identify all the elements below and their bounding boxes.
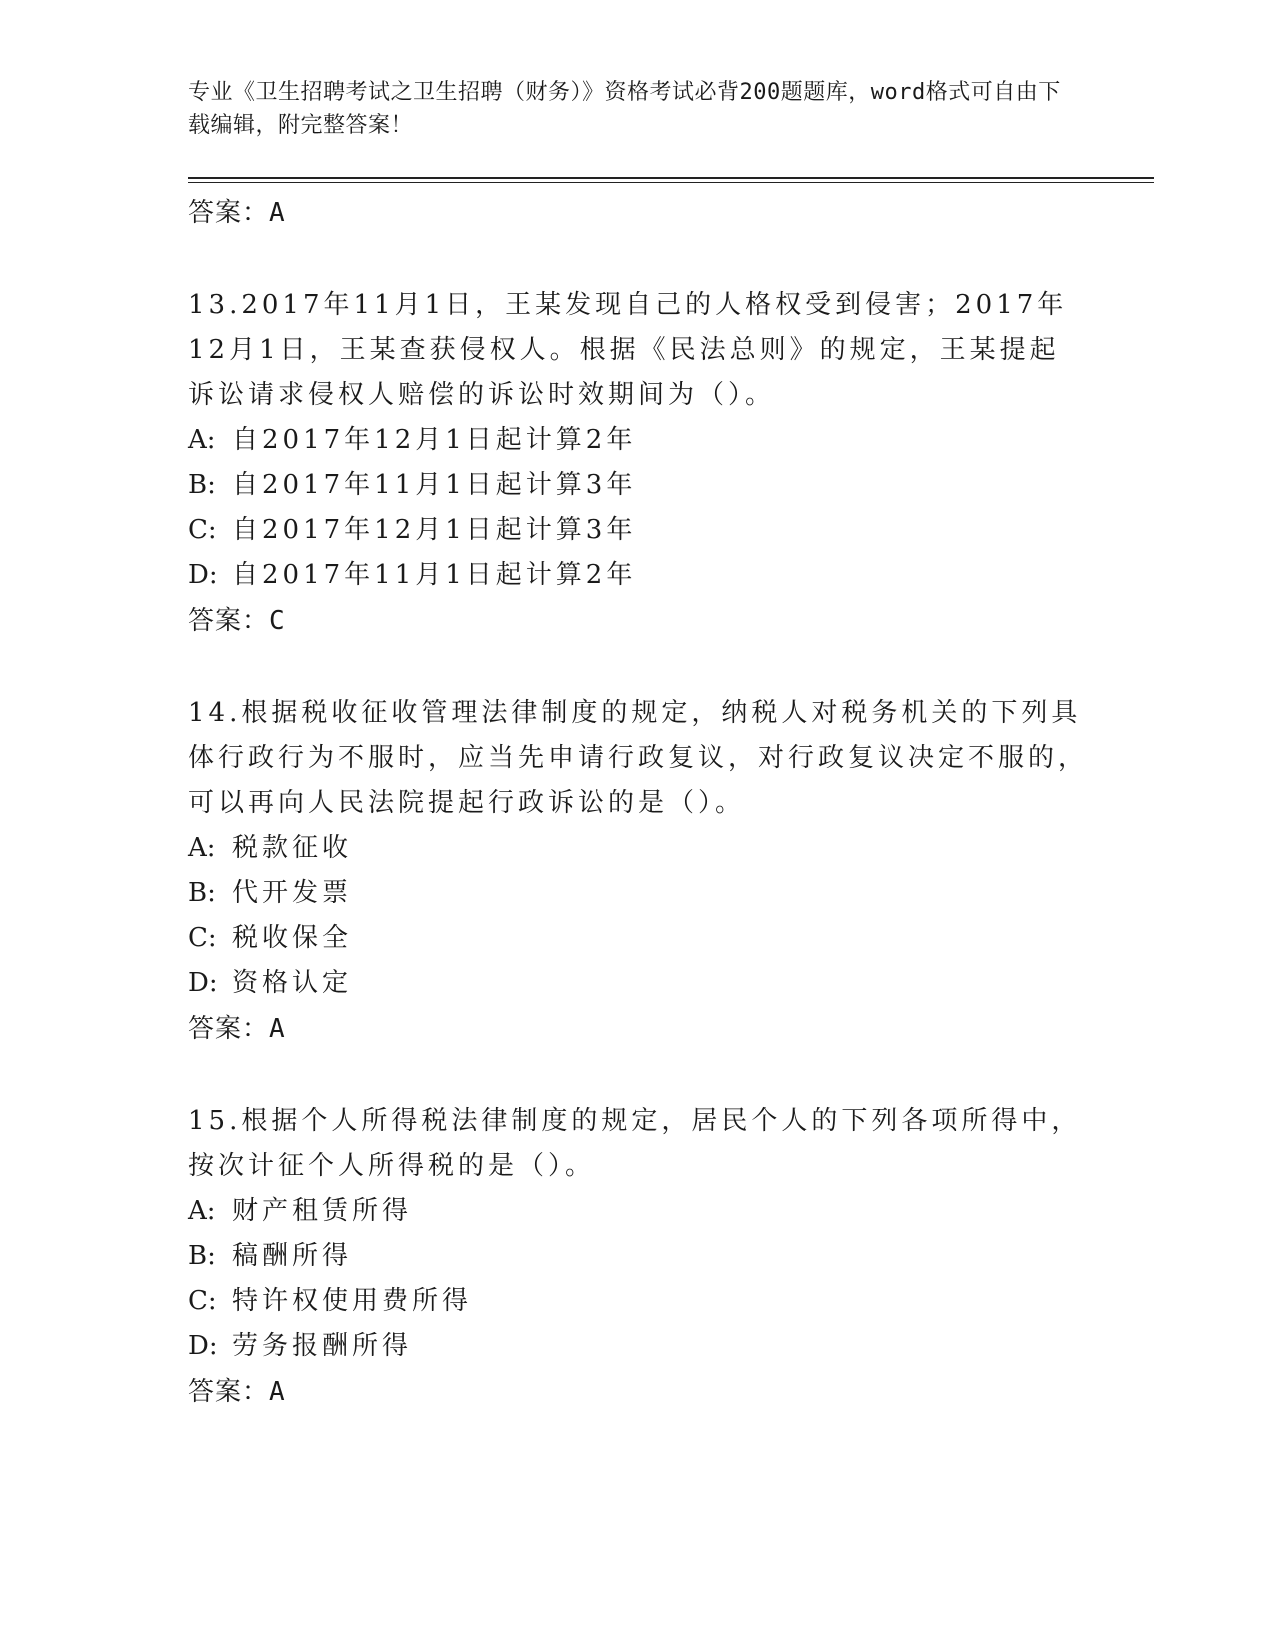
option-key: D:	[188, 1331, 218, 1361]
spacer	[188, 1052, 1088, 1099]
answer-label: 答案：A	[188, 198, 286, 228]
question-text: 14.根据税收征收管理法律制度的规定，纳税人对税务机关的下列具体行政行为不服时，应当先申请行政复议，对行政复议决定不服的，可以再向人民法院提起行政诉讼的是（）。	[188, 698, 1089, 818]
option-a	[188, 1189, 1088, 1234]
option-text: 自2017年11月1日起计算2年	[232, 560, 637, 590]
answer-label: 答案：A	[188, 1377, 286, 1407]
option-a	[188, 418, 1088, 463]
answer-label: 答案：A	[188, 1014, 286, 1044]
header-divider-thin	[188, 182, 1154, 183]
option-b	[188, 463, 1088, 508]
question-text: 15.根据个人所得税法律制度的规定，居民个人的下列各项所得中，按次计征个人所得税的是（）。	[188, 1106, 1082, 1181]
option-text: 自2017年12月1日起计算3年	[232, 515, 637, 545]
option-key: D:	[188, 560, 218, 590]
option-d	[188, 1324, 1088, 1369]
option-text: 稿酬所得	[232, 1241, 353, 1271]
option-b	[188, 871, 1088, 916]
option-key: D:	[188, 968, 218, 998]
option-c	[188, 916, 1088, 961]
option-key: A:	[188, 833, 216, 863]
option-text: 代开发票	[232, 878, 353, 908]
option-d	[188, 553, 1088, 598]
option-text: 资格认定	[232, 968, 353, 998]
option-text: 自2017年11月1日起计算3年	[232, 470, 637, 500]
spacer	[188, 644, 1088, 691]
option-text: 财产租赁所得	[232, 1196, 413, 1226]
option-c	[188, 508, 1088, 553]
header-divider-thick	[188, 177, 1154, 179]
option-text: 税款征收	[232, 833, 353, 863]
spacer	[188, 236, 1088, 283]
question-block	[188, 283, 1088, 644]
option-key: A:	[188, 425, 216, 455]
option-key: C:	[188, 1286, 217, 1316]
option-text: 税收保全	[232, 923, 353, 953]
question-block	[188, 691, 1088, 1052]
option-key: C:	[188, 923, 217, 953]
page-header: 专业《卫生招聘考试之卫生招聘（财务）》资格考试必背200题题库，word格式可自由下载编辑，附完整答案！	[188, 80, 1061, 138]
option-key: B:	[188, 878, 216, 908]
option-key: C:	[188, 515, 217, 545]
option-d	[188, 961, 1088, 1006]
option-key: B:	[188, 470, 216, 500]
answer-label: 答案：C	[188, 606, 286, 636]
question-block	[188, 1099, 1088, 1415]
option-key: A:	[188, 1196, 216, 1226]
option-text: 劳务报酬所得	[232, 1331, 413, 1361]
option-c	[188, 1279, 1088, 1324]
document-body	[188, 190, 1088, 1415]
option-key: B:	[188, 1241, 216, 1271]
option-b	[188, 1234, 1088, 1279]
question-text: 13.2017年11月1日，王某发现自己的人格权受到侵害；2017年12月1日，王某查获侵权人。根据《民法总则》的规定，王某提起诉讼请求侵权人赔偿的诉讼时效期间为（）。	[188, 290, 1068, 410]
option-text: 自2017年12月1日起计算2年	[232, 425, 637, 455]
option-a	[188, 826, 1088, 871]
option-text: 特许权使用费所得	[232, 1286, 473, 1316]
